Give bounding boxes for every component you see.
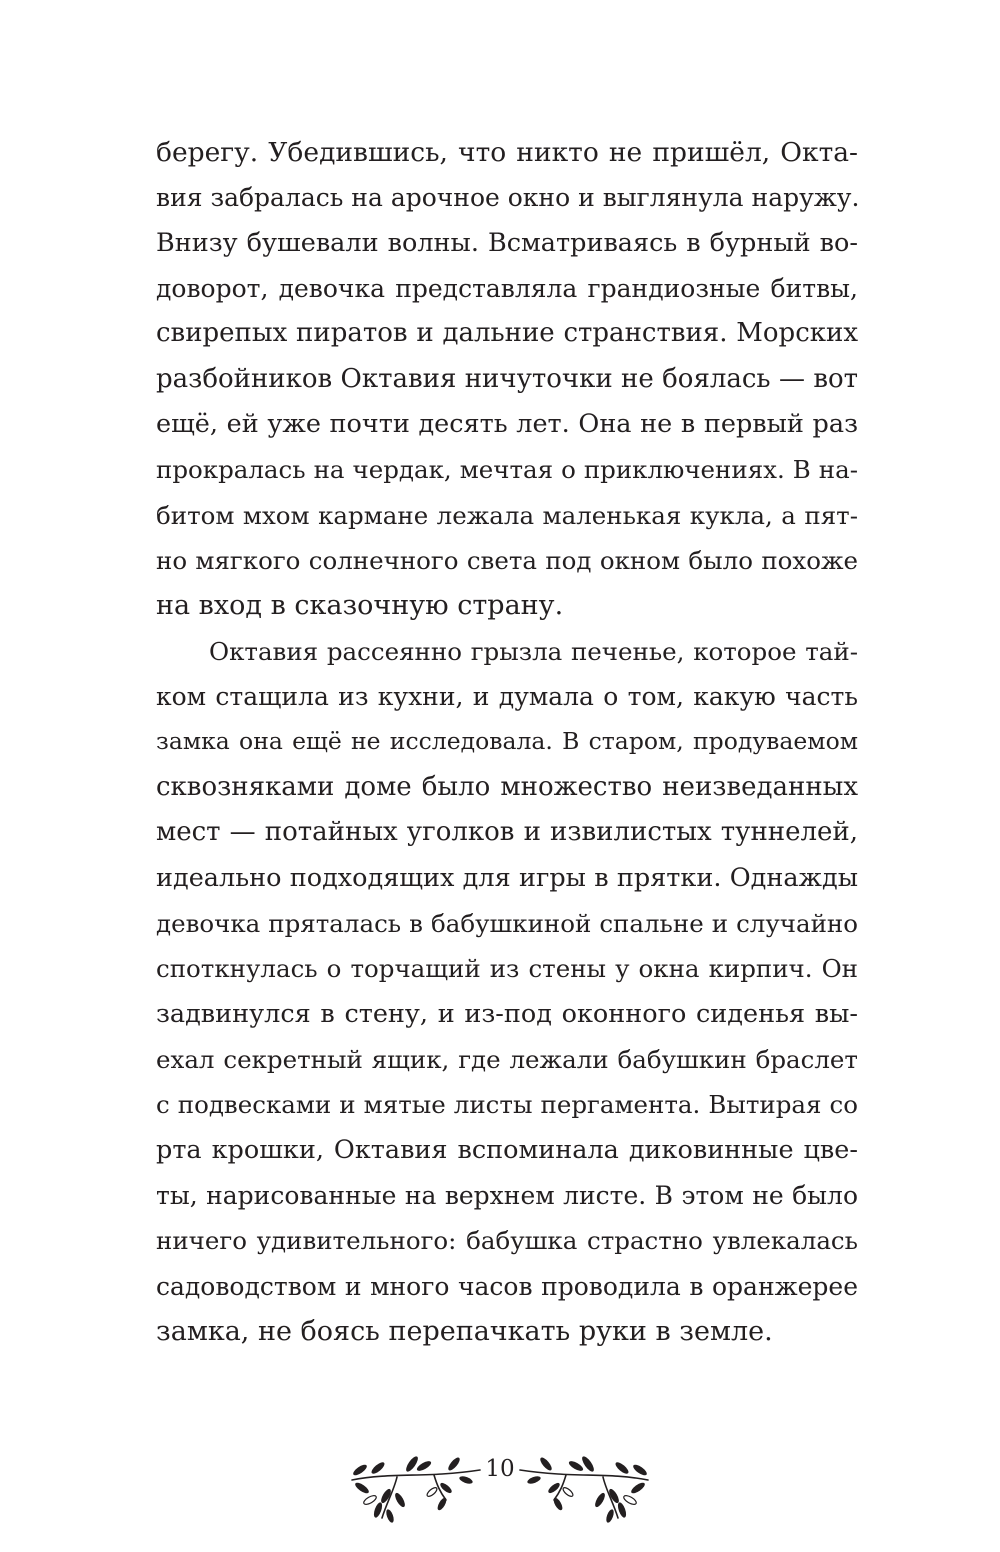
text-line: но мягкого солнечного света под окном было похоже	[156, 546, 858, 576]
text-line-paragraph-start: Октавия рассеянно грызла печенье, которое тай-	[209, 636, 858, 666]
text-line-paragraph-end: замка, не боясь перепачкать руки в земле.	[156, 1315, 773, 1347]
text-line: разбойников Октавия ничуточки не боялась — вот	[156, 363, 858, 394]
text-line: ещё, ей уже почти десять лет. Она не в первый раз	[156, 409, 858, 440]
text-line: ком стащила из кухни, и думала о том, какую часть	[156, 682, 858, 712]
text-line: ехал секретный ящик, где лежали бабушкин браслет	[156, 1044, 858, 1074]
leafy-vine-ornament-icon	[342, 1440, 482, 1530]
text-line: с подвесками и мятые листы пергамента. Вытирая со	[156, 1090, 858, 1120]
text-line: Внизу бушевали волны. Всматриваясь в бурный во-	[156, 227, 858, 258]
text-line: доворот, девочка представляла грандиозные битвы,	[156, 274, 858, 304]
text-line: споткнулась о торчащий из стены у окна кирпич. Он	[156, 954, 858, 984]
text-line-paragraph-end: на вход в сказочную страну.	[156, 590, 564, 622]
text-line: берегу. Убедившись, что никто не пришёл, Окта-	[156, 137, 858, 168]
text-line: прокралась на чердак, мечтая о приключениях. В на-	[156, 455, 858, 485]
text-line: задвинулся в стену, и из-под оконного сиденья вы-	[156, 998, 858, 1029]
text-line: вия забралась на арочное окно и выглянула наружу.	[156, 183, 860, 213]
text-line: замка она ещё не исследовала. В старом, продуваемом	[156, 727, 858, 756]
text-line: рта крошки, Октавия вспоминала диковинные цве-	[156, 1134, 858, 1165]
text-line: мест — потайных уголков и извилистых туннелей,	[156, 817, 858, 848]
text-line: девочка пряталась в бабушкиной спальне и случайно	[156, 908, 858, 938]
page-number: 10	[485, 1456, 515, 1482]
text-line: сквозняками доме было множество неизведанных	[156, 771, 858, 802]
leafy-vine-ornament-icon	[518, 1440, 658, 1530]
text-line: идеально подходящих для игры в прятки. Однажды	[156, 862, 858, 893]
text-line: ничего удивительного: бабушка страстно увлекалась	[156, 1226, 858, 1256]
text-line: садоводством и много часов проводила в оранжерее	[156, 1271, 858, 1301]
text-line: ты, нарисованные на верхнем листе. В этом не было	[156, 1180, 858, 1210]
text-line: свирепых пиратов и дальние странствия. Морских	[156, 318, 858, 349]
page-body-text	[156, 130, 858, 1354]
text-line: битом мхом кармане лежала маленькая кукла, а пят-	[156, 500, 858, 530]
